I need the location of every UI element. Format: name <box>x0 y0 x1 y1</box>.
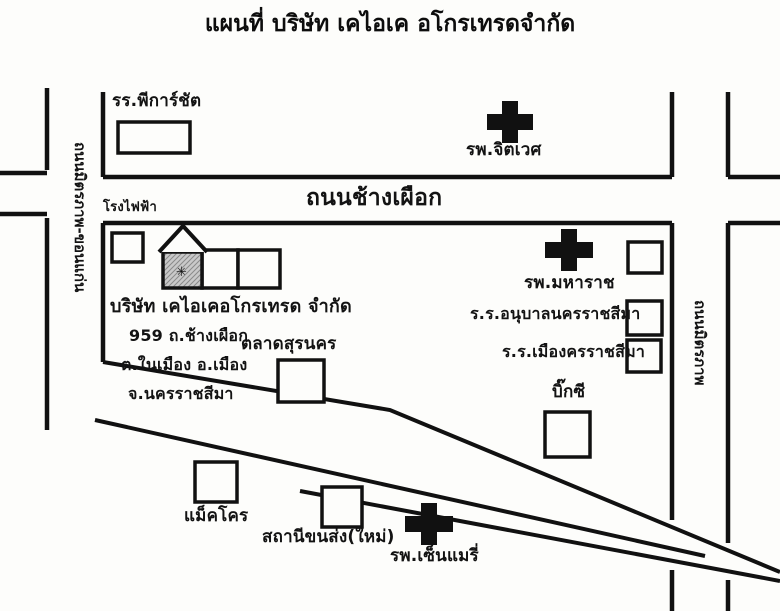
chang-phueak-road-label: ถนนช้างเผือก <box>306 185 443 211</box>
company-name: บริษัท เคไอเคอโกรเทรด จำกัด <box>110 296 352 317</box>
left-road-label: ถนนมิตรภาพ-ขอนแก่น <box>71 142 89 293</box>
company-annex-building-2 <box>238 250 280 288</box>
highway-middle-line <box>95 420 705 556</box>
map-title: แผนที่ บริษัท เคไอเค อโกรเทรดจำกัด <box>204 11 576 37</box>
company-address-line2: ต.ในเมือง อ.เมือง <box>121 355 248 374</box>
st-mary-hospital-cross-icon <box>405 503 453 545</box>
power-plant-label: โรงไฟฟ้า <box>103 200 157 215</box>
pikarnchat-school-label: รร.พีการ์ชัต <box>112 91 202 111</box>
buildings <box>112 122 662 527</box>
makro-label: แม็คโคร <box>184 506 249 526</box>
suranakhon-market-label: ตลาดสุรนคร <box>241 334 337 354</box>
hospital-crosses <box>405 101 593 545</box>
company-annex-building-1 <box>202 250 238 288</box>
roadside-building-1 <box>628 242 662 273</box>
maharat-hospital-cross-icon <box>545 229 593 271</box>
pikarnchat-school-building <box>118 122 190 153</box>
bus-terminal-label: สถานีขนส่ง(ใหม่) <box>262 527 395 547</box>
power-plant-building <box>112 233 143 262</box>
makro-building <box>195 462 237 502</box>
psychiatric-hospital-label: รพ.จิตเวศ <box>466 140 542 160</box>
company-building <box>159 226 207 288</box>
company-address-line1: 959 ถ.ช้างเผือก <box>129 326 249 345</box>
suranakhon-market-building <box>278 360 324 402</box>
st-mary-hospital-label: รพ.เซ็นแมรี่ <box>390 546 479 566</box>
company-address-line3: จ.นครราชสีมา <box>128 384 234 403</box>
bus-terminal-building <box>322 487 362 527</box>
psychiatric-hospital-cross-icon <box>487 101 533 143</box>
mueang-school-label: ร.ร.เมืองครราชสีมา <box>502 342 646 361</box>
maharat-hospital-label: รพ.มหาราช <box>524 273 615 293</box>
company-building-roof <box>159 226 207 252</box>
company-marker-icon: ✳ <box>176 265 187 280</box>
right-road-label: ถนนมิตรภาพ <box>691 300 709 386</box>
anuban-school-label: ร.ร.อนุบาลนครราชสีมา <box>470 304 641 323</box>
big-c-label: บิ๊กซี <box>552 382 586 402</box>
big-c-building <box>545 412 590 457</box>
